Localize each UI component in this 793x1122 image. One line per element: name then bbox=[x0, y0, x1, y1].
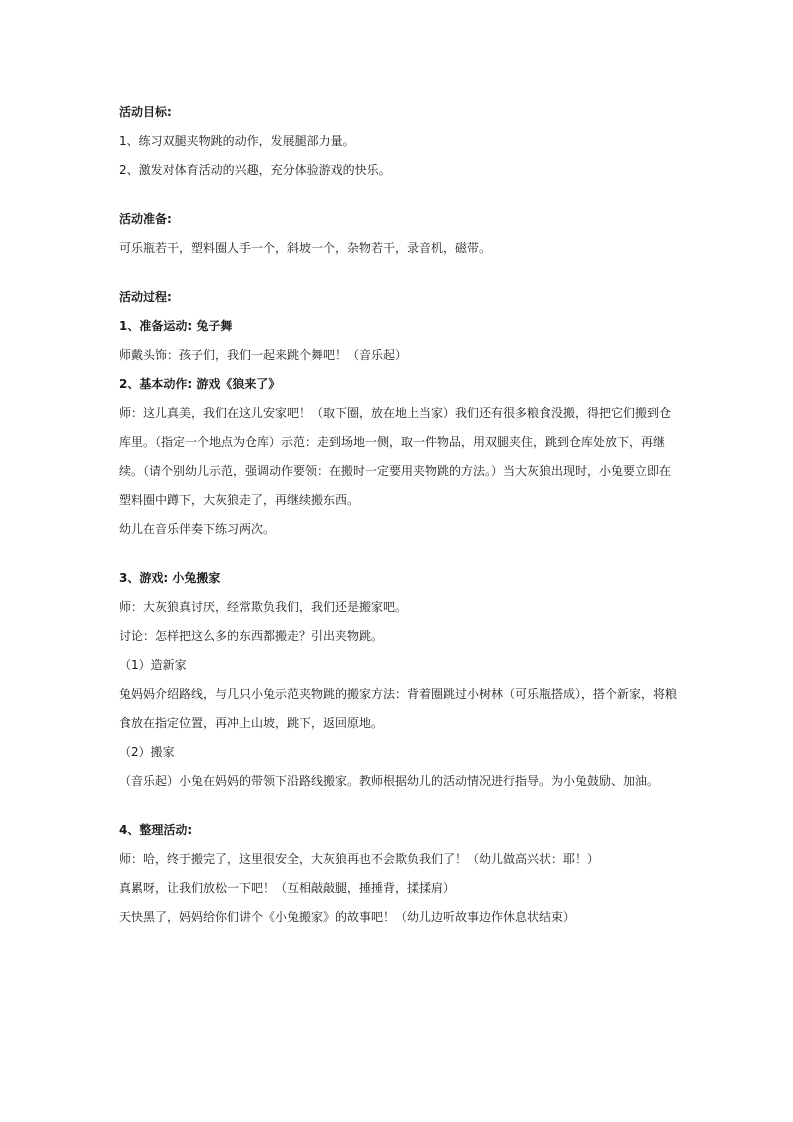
step3-sub1-heading: （1）造新家 bbox=[119, 658, 187, 672]
spacer bbox=[119, 185, 679, 205]
step3-sub2-text: （音乐起）小兔在妈妈的带领下沿路线搬家。教师根据幼儿的活动情况进行指导。为小兔鼓励、加油。 bbox=[119, 774, 660, 788]
process-heading: 活动过程: bbox=[119, 290, 172, 304]
step4-text-3: 天快黑了，妈妈给你们讲个《小兔搬家》的故事吧！（幼儿边听故事边作休息状结束） bbox=[119, 910, 576, 924]
step4-heading: 4、整理活动: bbox=[119, 823, 193, 837]
step3-sub1-text: 兔妈妈介绍路线，与几只小兔示范夹物跳的搬家方法：背着圈跳过小树林（可乐瓶搭成），搭个新家，将粮食放在指定位置，再冲上山坡，跳下，返回原地。 bbox=[119, 687, 678, 730]
step2-heading: 2、基本动作: 游戏《狼来了》 bbox=[119, 377, 281, 391]
prep-text: 可乐瓶若干，塑料圈人手一个，斜坡一个，杂物若干，录音机，磁带。 bbox=[119, 241, 492, 255]
step2-practice: 幼儿在音乐伴奏下练习两次。 bbox=[119, 522, 276, 536]
step3-text: 师：大灰狼真讨厌，经常欺负我们，我们还是搬家吧。 bbox=[119, 600, 408, 614]
step4-text-2: 真累呀，让我们放松一下吧！（互相敲敲腿，捶捶背，揉揉肩） bbox=[119, 881, 456, 895]
step4-text-1: 师：哈，终于搬完了，这里很安全，大灰狼再也不会欺负我们了！（幼儿做高兴状：耶！） bbox=[119, 852, 600, 866]
step3-heading: 3、游戏: 小兔搬家 bbox=[119, 571, 221, 585]
goal-item-2: 2、激发对体育活动的兴趣，充分体验游戏的快乐。 bbox=[119, 163, 391, 177]
step2-text: 师：这儿真美，我们在这儿安家吧！（取下圈，放在地上当家）我们还有很多粮食没搬，得把它们搬到仓库里。（指定一个地点为仓库）示范：走到场地一侧，取一件物品，用双腿夹住，跳到仓库处放下，再继续。（请个别幼儿示范，强调动作要领：在搬时一定要用夹物跳的方法。）当大灰狼出现时，小兔要立即在塑料圈中蹲下，大灰狼走了，再继续搬东西。 bbox=[119, 406, 672, 507]
step1-heading: 1、准备运动: 兔子舞 bbox=[119, 319, 233, 333]
spacer bbox=[119, 263, 679, 283]
goal-item-1: 1、练习双腿夹物跳的动作，发展腿部力量。 bbox=[119, 134, 355, 148]
spacer bbox=[119, 544, 679, 564]
spacer bbox=[119, 796, 679, 816]
prep-heading: 活动准备: bbox=[119, 212, 172, 226]
step3-sub2-heading: （2）搬家 bbox=[119, 745, 175, 759]
document-body bbox=[119, 98, 679, 932]
goals-heading: 活动目标: bbox=[119, 105, 172, 119]
step3-discuss: 讨论：怎样把这么多的东西都搬走？引出夹物跳。 bbox=[119, 629, 384, 643]
step1-text: 师戴头饰：孩子们，我们一起来跳个舞吧！（音乐起） bbox=[119, 348, 408, 362]
